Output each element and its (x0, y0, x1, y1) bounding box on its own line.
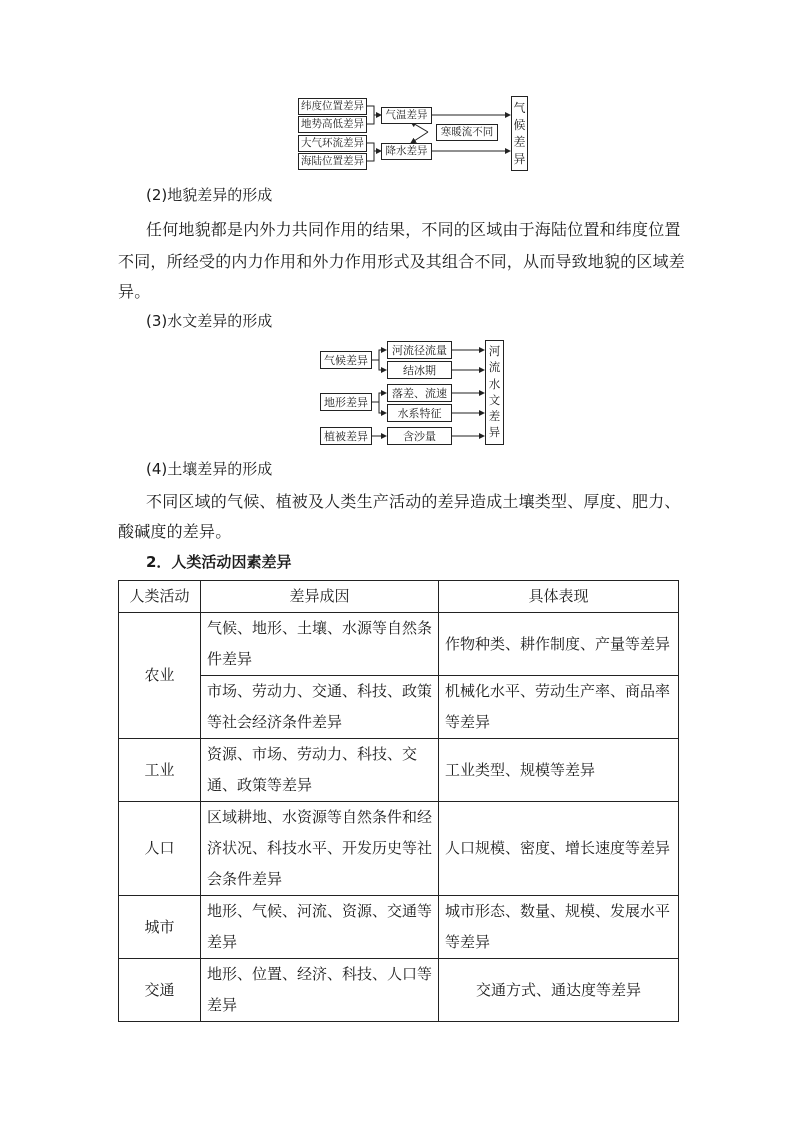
result-char: 水 (488, 376, 501, 391)
table-row (119, 676, 679, 739)
cause-cell: 地形、位置、经济、科技、人口等差异 (201, 959, 439, 1022)
activity-cell: 农业 (119, 613, 201, 739)
section-4-line-1: 不同区域的气候、植被及人类生产活动的差异造成土壤类型、厚度、肥力、 (146, 492, 681, 511)
section-2-line-2: 不同，所经受的内力作用和外力作用形式及其组合不同，从而导致地貌的区域差 (118, 252, 686, 271)
temperature-diff-box: 气温差异 (381, 107, 432, 124)
human-activity-table (118, 580, 679, 1022)
table-row (119, 739, 679, 802)
table-row (119, 802, 679, 896)
effect-cell: 工业类型、规模等差异 (439, 739, 679, 802)
section-3-title: (3)水文差异的形成 (146, 312, 273, 330)
hydrology-result-box (485, 340, 504, 445)
gradient-flow-box: 落差、流速 (387, 384, 452, 402)
drainage-box: 水系特征 (387, 404, 452, 422)
result-char: 差 (488, 408, 501, 423)
effect-cell: 作物种类、耕作制度、产量等差异 (439, 613, 679, 676)
vegetation-diff-box: 植被差异 (320, 427, 372, 445)
result-char: 差 (513, 134, 526, 149)
table-header: 差异成因 (201, 581, 439, 613)
sediment-box: 含沙量 (387, 427, 452, 445)
activity-cell: 工业 (119, 739, 201, 802)
runoff-box: 河流径流量 (387, 341, 452, 359)
activity-cell: 人口 (119, 802, 201, 896)
input-land-sea: 海陆位置差异 (298, 153, 367, 170)
heading-human-activity: 2．人类活动因素差异 (146, 553, 292, 571)
result-char: 文 (488, 392, 501, 407)
effect-cell: 机械化水平、劳动生产率、商品率等差异 (439, 676, 679, 739)
cause-cell: 地形、气候、河流、资源、交通等差异 (201, 896, 439, 959)
cause-cell: 气候、地形、土壤、水源等自然条件差异 (201, 613, 439, 676)
table-header-row (119, 581, 679, 613)
cause-cell: 区域耕地、水资源等自然条件和经济状况、科技水平、开发历史等社会条件差异 (201, 802, 439, 896)
result-char: 异 (488, 425, 501, 440)
ocean-current-box: 寒暖流不同 (436, 124, 498, 141)
input-latitude: 纬度位置差异 (298, 98, 367, 115)
table-header: 具体表现 (439, 581, 679, 613)
table-row (119, 959, 679, 1022)
section-4-line-2: 酸碱度的差异。 (118, 522, 232, 541)
table-header: 人类活动 (119, 581, 201, 613)
result-char: 流 (488, 360, 501, 375)
cause-cell: 市场、劳动力、交通、科技、政策等社会经济条件差异 (201, 676, 439, 739)
result-char: 气 (513, 101, 526, 116)
input-circulation: 大气环流差异 (298, 135, 367, 152)
terrain-diff-box: 地形差异 (320, 393, 372, 411)
section-2-line-3: 异。 (118, 282, 151, 301)
section-4-title: (4)土壤差异的形成 (146, 460, 273, 478)
effect-cell: 城市形态、数量、规模、发展水平等差异 (439, 896, 679, 959)
activity-cell: 交通 (119, 959, 201, 1022)
activity-cell: 城市 (119, 896, 201, 959)
result-char: 候 (513, 118, 526, 133)
table-row (119, 896, 679, 959)
result-char: 河 (488, 344, 501, 359)
result-char: 异 (513, 151, 526, 166)
precipitation-diff-box: 降水差异 (381, 143, 432, 160)
section-2-title: (2)地貌差异的形成 (146, 186, 273, 204)
freeze-period-box: 结冰期 (387, 361, 452, 379)
input-elevation: 地势高低差异 (298, 116, 367, 133)
section-2-line-1: 任何地貌都是内外力共同作用的结果，不同的区域由于海陆位置和纬度位置 (146, 220, 681, 239)
climate-diff-box: 气候差异 (320, 351, 372, 369)
effect-cell: 人口规模、密度、增长速度等差异 (439, 802, 679, 896)
table-row (119, 613, 679, 676)
cause-cell: 资源、市场、劳动力、科技、交通、政策等差异 (201, 739, 439, 802)
effect-cell: 交通方式、通达度等差异 (439, 959, 679, 1022)
